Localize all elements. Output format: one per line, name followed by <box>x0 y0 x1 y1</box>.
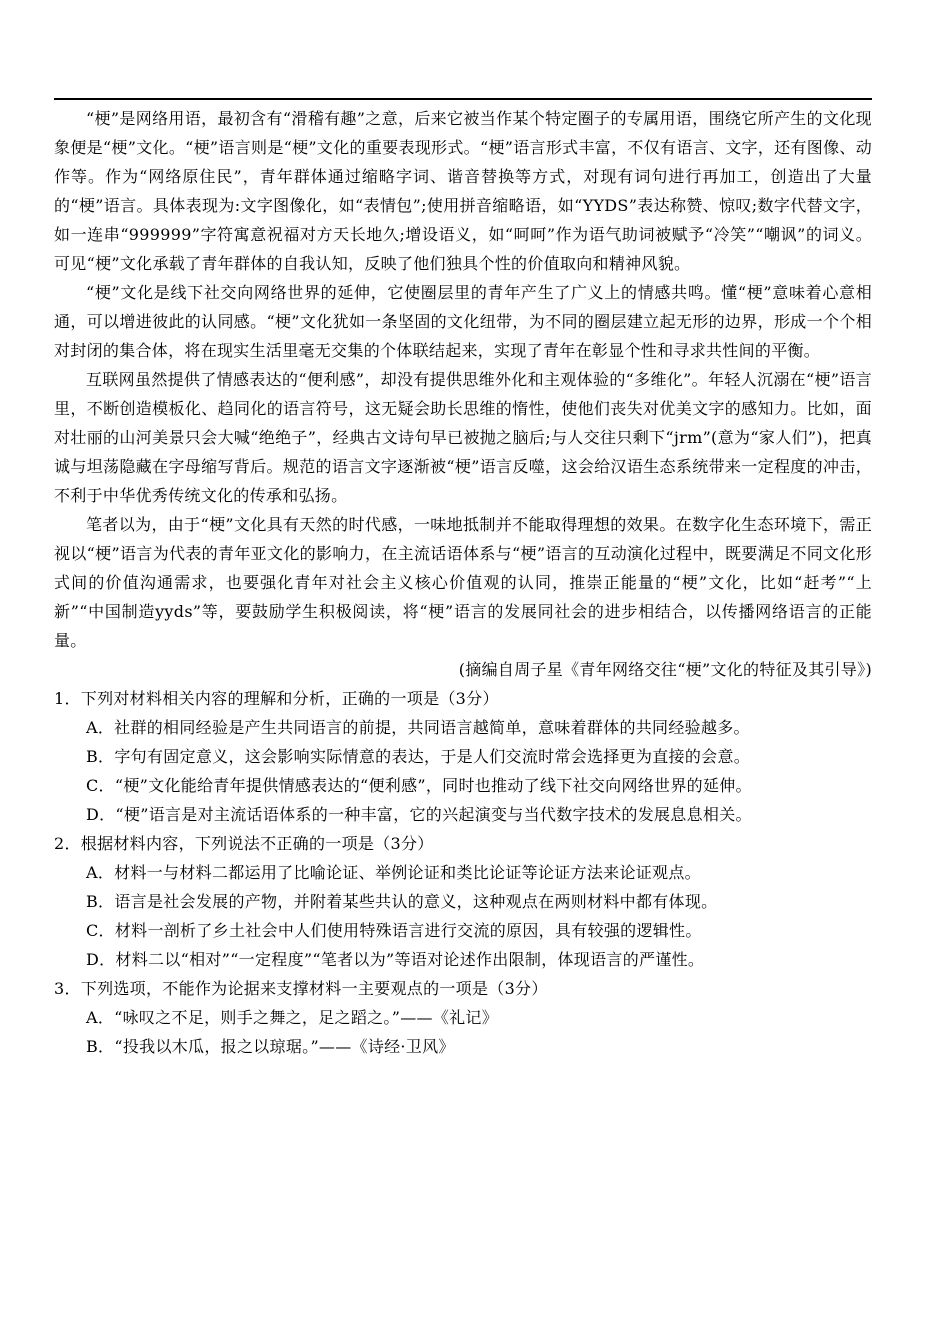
question-3-stem: 3．下列选项，不能作为论据来支撑材料一主要观点的一项是（3分） <box>54 979 548 998</box>
question-3-option-b: B．“投我以木瓜，报之以琼琚。”——《诗经·卫风》 <box>86 1037 455 1056</box>
passage-paragraph: “梗”文化是线下社交向网络世界的延伸，它使圈层里的青年产生了广义上的情感共鸣。懂“梗”意味着心意相通，可以增进彼此的认同感。“梗”文化犹如一条坚固的文化纽带，为不同的圈层建立起无形的边界，形成一个个相对封闭的集合体，将在现实生活里毫无交集的个体联结起来，实现了青年在彰显个性和寻求共性间的平衡。 <box>54 283 872 360</box>
question-2-option-d: D．材料二以“相对”“一定程度”“笔者以为”等语对论述作出限制，体现语言的严谨性。 <box>86 950 705 969</box>
question-2-option-c: C．材料一剖析了乡土社会中人们使用特殊语言进行交流的原因，具有较强的逻辑性。 <box>86 921 702 940</box>
question-1-stem: 1．下列对材料相关内容的理解和分析，正确的一项是（3分） <box>54 689 499 708</box>
question-2-stem: 2．根据材料内容，下列说法不正确的一项是（3分） <box>54 834 434 853</box>
top-rule <box>54 98 872 100</box>
question-2-option-b: B．语言是社会发展的产物，并附着某些共认的意义，这种观点在两则材料中都有体现。 <box>86 892 718 911</box>
question-1-option-d: D．“梗”语言是对主流话语体系的一种丰富，它的兴起演变与当代数字技术的发展息息相关。 <box>86 805 752 824</box>
question-1-option-c: C．“梗”文化能给青年提供情感表达的“便利感”，同时也推动了线下社交向网络世界的延伸。 <box>86 776 752 795</box>
passage-paragraph: “梗”是网络用语，最初含有“滑稽有趣”之意，后来它被当作某个特定圈子的专属用语，围绕它所产生的文化现象便是“梗”文化。“梗”语言则是“梗”文化的重要表现形式。“梗”语言形式丰富，不仅有语言、文字，还有图像、动作等。作为“网络原住民”，青年群体通过缩略字词、谐音替换等方式，对现有词句进行再加工，创造出了大量的“梗”语言。具体表现为:文字图像化，如“表情包”;使用拼音缩略语，如“YYDS”表达称赞、惊叹;数字代替文字，如一连串“999999”字符寓意祝福对方天长地久;增设语义，如“呵呵”作为语气助词被赋予“冷笑”“嘲讽”的词义。可见“梗”文化承载了青年群体的自我认知，反映了他们独具个性的价值取向和精神风貌。 <box>54 109 872 273</box>
passage-paragraph: 笔者以为，由于“梗”文化具有天然的时代感，一味地抵制并不能取得理想的效果。在数字化生态环境下，需正视以“梗”语言为代表的青年亚文化的影响力，在主流话语体系与“梗”语言的互动演化过程中，既要满足不同文化形式间的价值沟通需求，也要强化青年对社会主义核心价值观的认同，推崇正能量的“梗”文化，比如“赶考”“上新”“中国制造yyds”等，要鼓励学生积极阅读，将“梗”语言的发展同社会的进步相结合，以传播网络语言的正能量。 <box>54 515 872 650</box>
question-1-option-b: B．字句有固定意义，这会影响实际情意的表达，于是人们交流时常会选择更为直接的会意。 <box>86 747 751 766</box>
passage-source: (摘编自周子星《青年网络交往“梗”文化的特征及其引导》) <box>458 660 872 679</box>
question-1-option-a: A．社群的相同经验是产生共同语言的前提，共同语言越简单，意味着群体的共同经验越多。 <box>86 718 750 737</box>
page-content <box>54 104 872 1061</box>
question-2-option-a: A．材料一与材料二都运用了比喻论证、举例论证和类比论证等论证方法来论证观点。 <box>86 863 701 882</box>
question-3-option-a: A．“咏叹之不足，则手之舞之，足之蹈之。”——《礼记》 <box>86 1008 499 1027</box>
passage-paragraph: 互联网虽然提供了情感表达的“便利感”，却没有提供思维外化和主观体验的“多维化”。年轻人沉溺在“梗”语言里，不断创造模板化、趋同化的语言符号，这无疑会助长思维的惰性，使他们丧失对优美文字的感知力。比如，面对壮丽的山河美景只会大喊“绝绝子”，经典古文诗句早已被抛之脑后;与人交往只剩下“jrm”(意为“家人们”)，把真诚与坦荡隐藏在字母缩写背后。规范的语言文字逐渐被“梗”语言反噬，这会给汉语生态系统带来一定程度的冲击，不利于中华优秀传统文化的传承和弘扬。 <box>54 370 872 505</box>
